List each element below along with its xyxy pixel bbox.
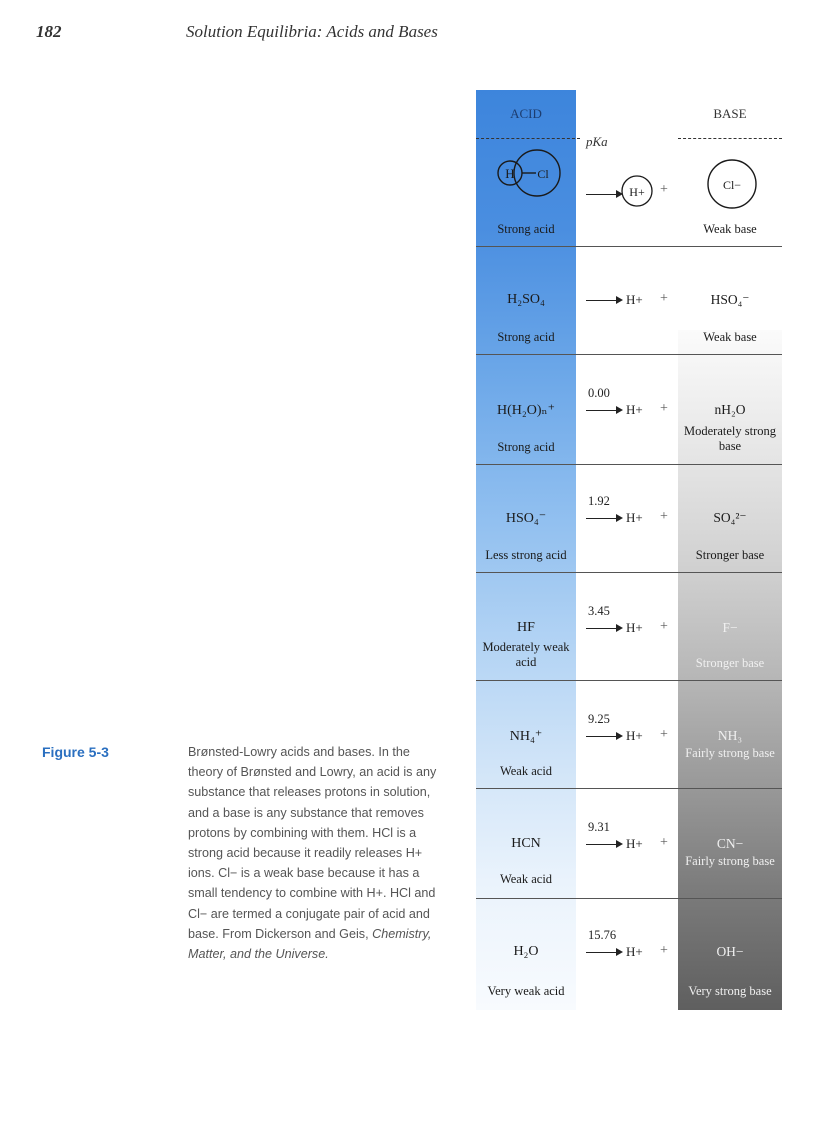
acid-name-row-4: HF (517, 620, 535, 635)
pka-row-4: 3.45 (588, 604, 610, 618)
base-desc-row-2: Moderately strong base (684, 424, 776, 453)
base-header-dash (678, 138, 782, 139)
pka-row-3: 1.92 (588, 494, 610, 508)
acid-base-figure (476, 90, 782, 1010)
arrow-row-0 (586, 194, 618, 195)
plus-row-1: + (660, 291, 668, 306)
acid-desc-row-5: Weak acid (499, 764, 553, 778)
proton-row-2: H+ (626, 402, 643, 417)
row-divider (476, 572, 782, 573)
arrow-head-row-5 (616, 732, 623, 740)
page-number: 182 (36, 22, 62, 41)
running-title: Solution Equilibria: Acids and Bases (186, 22, 438, 41)
base-name-row-3: SO₄²⁻ (713, 510, 747, 525)
proton-row-4: H+ (626, 620, 643, 635)
base-desc-row-4: Stronger base (695, 656, 765, 670)
proton-row-6: H+ (626, 836, 643, 851)
acid-name-row-7: H₂O (513, 944, 539, 959)
row-divider (476, 788, 782, 789)
acid-desc-row-3: Less strong acid (485, 548, 567, 562)
pka-row-5: 9.25 (588, 712, 610, 726)
base-desc-row-6: Fairly strong base (685, 854, 775, 868)
acid-desc-row-2: Strong acid (497, 440, 555, 454)
base-header: BASE (713, 106, 747, 121)
acid-name-row-5: NH₄⁺ (509, 729, 543, 744)
acid-desc-row-0: Strong acid (497, 222, 555, 236)
chloride-label: Cl− (722, 178, 742, 192)
proton-circle (620, 174, 654, 208)
caption-text: Brønsted-Lowry acids and bases. In the theory of Brønsted and Lowry, an acid is any substance that releases protons in solution, and a base is any substance that removes protons by combining with them. HCl is a strong acid because it readily releases H+ ions. Cl− is a weak base because it has a small tendency to combine with H+. HCl and Cl− are termed a conjugate pair of acid and base. From Dickerson and Geis, (188, 745, 437, 941)
arrow-head-row-4 (616, 624, 623, 632)
base-name-row-7: OH− (716, 944, 744, 959)
proton-row-3: H+ (626, 510, 643, 525)
arrow-row-4 (586, 628, 618, 629)
arrow-row-7 (586, 952, 618, 953)
proton-row-5: H+ (626, 728, 643, 743)
pka-header: pKa (586, 134, 608, 149)
acid-desc-row-7: Very weak acid (487, 984, 565, 998)
arrow-head-row-3 (616, 514, 623, 522)
arrow-row-2 (586, 410, 618, 411)
row-divider (476, 354, 782, 355)
acid-name-row-2: H(H₂O)ₙ⁺ (497, 403, 555, 418)
base-name-row-5: NH₃ (717, 728, 743, 743)
acid-desc-row-1: Strong acid (497, 330, 555, 344)
base-name-row-6: CN− (716, 836, 744, 851)
chloride-circle (704, 156, 760, 212)
acid-name-row-1: H₂SO₄ (507, 292, 545, 307)
proton-row-7: H+ (626, 944, 643, 959)
pka-row-7: 15.76 (588, 928, 617, 942)
arrow-row-1 (586, 300, 618, 301)
acid-header: ACID (510, 106, 542, 121)
arrow-head-row-1 (616, 296, 623, 304)
row-divider (476, 680, 782, 681)
acid-header-dash (476, 138, 580, 139)
hcl-cl-label: Cl (537, 167, 549, 181)
plus-row-3: + (660, 509, 668, 524)
acid-name-row-6: HCN (511, 836, 541, 851)
row-divider (476, 246, 782, 247)
plus-row-0: + (660, 182, 668, 197)
proton-circle-label: H+ (629, 185, 645, 199)
base-name-row-1: HSO₄⁻ (710, 292, 750, 307)
plus-row-7: + (660, 943, 668, 958)
proton-row-1: H+ (626, 292, 643, 307)
figure-label: Figure 5-3 (42, 744, 109, 760)
base-desc-row-3: Stronger base (695, 548, 765, 562)
base-desc-row-5: Fairly strong base (685, 746, 775, 760)
base-desc-row-7: Very strong base (688, 984, 772, 998)
row-divider (476, 464, 782, 465)
arrow-head-row-7 (616, 948, 623, 956)
base-desc-row-0: Weak base (703, 222, 757, 236)
acid-name-row-3: HSO₄⁻ (505, 511, 547, 526)
arrow-row-6 (586, 844, 618, 845)
arrow-head-row-6 (616, 840, 623, 848)
plus-row-2: + (660, 401, 668, 416)
arrow-row-3 (586, 518, 618, 519)
base-name-row-4: F− (722, 620, 738, 635)
base-desc-row-1: Weak base (703, 330, 757, 344)
arrow-head-row-2 (616, 406, 623, 414)
base-name-row-2: nH₂O (714, 402, 746, 417)
pka-row-2: 0.00 (588, 386, 610, 400)
hcl-molecule-diagram (496, 148, 562, 198)
row-divider (476, 898, 782, 899)
figure-caption (188, 742, 438, 964)
pka-row-6: 9.31 (588, 820, 610, 834)
hcl-h-label: H (505, 166, 515, 181)
plus-row-6: + (660, 835, 668, 850)
acid-desc-row-6: Weak acid (499, 872, 553, 886)
arrow-row-5 (586, 736, 618, 737)
plus-row-5: + (660, 727, 668, 742)
acid-desc-row-4: Moderately weak acid (482, 640, 570, 669)
plus-row-4: + (660, 619, 668, 634)
caption-source: Chemistry, Matter, and the Universe. (188, 926, 432, 962)
